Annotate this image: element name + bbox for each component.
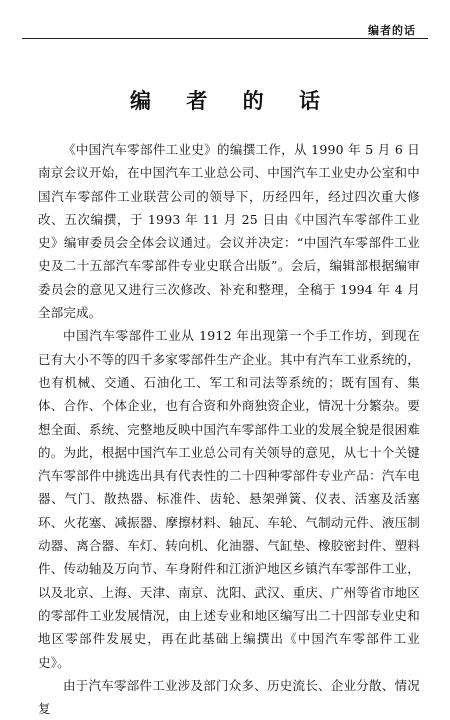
page-title: 编 者 的 话 [130,89,334,113]
header-rule [22,38,428,39]
paragraph-3: 由于汽车零部件工业涉及部门众多、历史流长、企业分散、情况复 [38,677,420,717]
body-text [38,138,420,720]
running-header: 编者的话 [368,24,416,37]
paragraph-1: 《中国汽车零部件工业史》的编撰工作，从 1990 年 5 月 6 日南京会议开始，在中国汽车工业总公司、中国汽车工业史办公室和中国汽车零部件工业联营公司的领导下，历经四年，经过四次重大修改、五次编撰，于 1993 年 11 月 25 日由《中国汽车零部件工业史》编审委员会全体会议通过。会议并决定：“中国汽车零部件工业史及二十五部汽车零部件专业史联合出版”。会后，编辑部根据编审委员会的意见又进行三次修改、补充和整理，全稿于 1994 年 4 月全部完成。 [38,142,420,321]
paragraph-2: 中国汽车零部件工业从 1912 年出现第一个手工作坊，到现在已有大小不等的四千多家零部件生产企业。其中有汽车工业系统的，也有机械、交通、石油化工、军工和司法等系统的；既有国有、集体、合作、个体企业，也有合资和外商独资企业，情况十分繁杂。要想全面、系统、完整地反映中国汽车零部件工业的发展全貌是很困难的。为此，根据中国汽车工业总公司有关领导的意见，从七十个关键汽车零部件中挑选出具有代表性的二十四种零部件专业产品：汽车电器、气门、散热器、标准件、齿轮、悬架弹簧、仪表、活塞及活塞环、火花塞、减振器、摩擦材料、轴瓦、车轮、气制动元件、液压制动器、离合器、车灯、转向机、化油器、气缸垫、橡胶密封件、塑料件、传动轴及万向节、车身附件和江浙沪地区乡镇汽车零部件工业，以及北京、上海、天津、南京、沈阳、武汉、重庆、广州等省市地区的零部件工业发展情况，由上述专业和地区编写出二十四部专业史和地区零部件发展史，再在此基础上编撰出《中国汽车零部件工业史》。 [38,328,420,670]
